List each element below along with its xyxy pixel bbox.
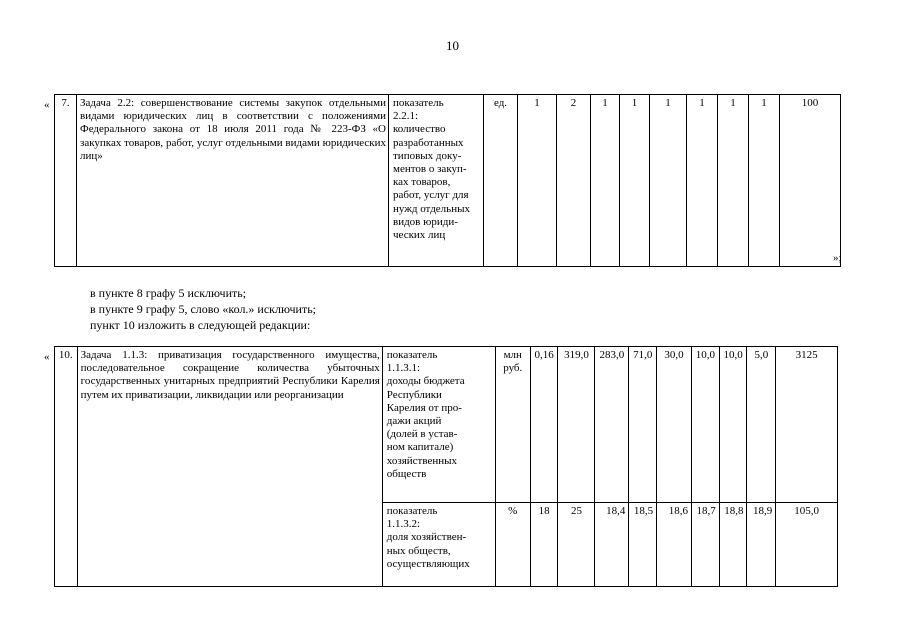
value-cell: 18,4 bbox=[595, 503, 629, 587]
value-cell: 0,16 bbox=[530, 347, 558, 503]
indicator-line: ческих лиц bbox=[393, 229, 446, 242]
unit-cell bbox=[495, 503, 530, 587]
indicator-line: показатель bbox=[386, 349, 438, 361]
value-cell: 1 bbox=[518, 95, 557, 267]
paragraph-item-9: в пункте 9 графу 5, слово «кол.» исключить; bbox=[90, 302, 317, 316]
indicator-line: ных обществ, bbox=[386, 544, 451, 557]
indicator-line: нужд отдельных bbox=[393, 202, 470, 215]
indicator-line: обществ bbox=[386, 467, 427, 480]
unit-line: % bbox=[508, 505, 518, 517]
value-cell: 1 bbox=[718, 95, 749, 267]
indicator-line: типовых доку- bbox=[393, 149, 462, 162]
indicator-line: доходы бюджета bbox=[386, 375, 465, 388]
indicator-line: показатель bbox=[393, 97, 444, 109]
paragraph-item-10: пункт 10 изложить в следующей редакции: bbox=[90, 318, 311, 332]
total-cell: 100 bbox=[780, 95, 841, 267]
value-cell: 1 bbox=[620, 95, 650, 267]
row-number: 10. bbox=[55, 347, 78, 587]
table-task-1-1-3 bbox=[54, 346, 838, 587]
indicator-cell bbox=[382, 347, 495, 503]
indicator-line: работ, услуг для bbox=[393, 189, 469, 202]
indicator-line: Карелия от про- bbox=[386, 401, 462, 414]
task-description: Задача 2.2: совершенствование системы закупок отдельными видами юридических лиц в соответствии с положениями Федерального закона от 18 июля 2011 года № 223-ФЗ «О закупках товаров, работ, услуг отдельными видами юридических лиц» bbox=[77, 95, 389, 267]
unit-cell: ед. bbox=[484, 95, 518, 267]
value-cell: 18 bbox=[530, 503, 558, 587]
indicator-line: ментов о закуп- bbox=[393, 163, 467, 176]
indicator-line: 1.1.3.2: bbox=[386, 518, 421, 531]
value-cell: 319,0 bbox=[558, 347, 595, 503]
indicator-line: количество bbox=[393, 123, 446, 136]
total-cell: 3125 bbox=[776, 347, 838, 503]
value-cell: 18,6 bbox=[657, 503, 692, 587]
value-cell: 2 bbox=[557, 95, 591, 267]
row-number: 7. bbox=[55, 95, 77, 267]
value-cell: 10,0 bbox=[719, 347, 747, 503]
value-cell: 5,0 bbox=[747, 347, 776, 503]
opening-quote: « bbox=[44, 351, 50, 363]
task-description: Задача 1.1.3: приватизация государственного имущества, последовательное сокращение количества убыточных государственных унитарных предприятий Республики Карелия путем их приватизации, ликвидации или реорганизации bbox=[77, 347, 382, 587]
indicator-cell bbox=[389, 95, 484, 267]
indicator-line: доля хозяйствен- bbox=[386, 531, 467, 544]
value-cell: 18,7 bbox=[692, 503, 720, 587]
indicator-line: ном капитале) bbox=[386, 441, 454, 454]
value-cell: 1 bbox=[749, 95, 780, 267]
indicator-line: разработанных bbox=[393, 136, 464, 149]
value-cell: 10,0 bbox=[692, 347, 720, 503]
value-cell: 18,8 bbox=[719, 503, 747, 587]
indicator-line: видов юриди- bbox=[393, 215, 458, 228]
unit-line: руб. bbox=[503, 362, 523, 375]
table-task-2-2 bbox=[54, 94, 841, 267]
indicator-line: 2.2.1: bbox=[393, 110, 419, 123]
value-cell: 1 bbox=[650, 95, 687, 267]
unit-cell bbox=[495, 347, 530, 503]
indicator-cell bbox=[382, 503, 495, 587]
indicator-line: хозяйственных bbox=[386, 454, 458, 467]
value-cell: 25 bbox=[558, 503, 595, 587]
indicator-line: 1.1.3.1: bbox=[386, 362, 421, 375]
unit-line: млн bbox=[503, 349, 522, 361]
value-cell: 18,9 bbox=[747, 503, 776, 587]
table-row bbox=[55, 347, 838, 503]
opening-quote: « bbox=[44, 99, 50, 111]
indicator-line: ках товаров, bbox=[393, 176, 451, 189]
value-cell: 30,0 bbox=[657, 347, 692, 503]
indicator-line: показатель bbox=[386, 505, 438, 517]
value-cell: 1 bbox=[687, 95, 718, 267]
paragraph-item-8: в пункте 8 графу 5 исключить; bbox=[90, 286, 247, 300]
indicator-line: (долей в устав- bbox=[386, 428, 458, 441]
value-cell: 283,0 bbox=[595, 347, 629, 503]
value-cell: 18,5 bbox=[629, 503, 657, 587]
indicator-line: дажи акций bbox=[386, 415, 442, 428]
table-row bbox=[55, 95, 841, 267]
indicator-line: Республики bbox=[386, 388, 442, 401]
value-cell: 1 bbox=[591, 95, 620, 267]
value-cell: 71,0 bbox=[629, 347, 657, 503]
indicator-line: осуществляющих bbox=[386, 557, 470, 570]
page-number: 10 bbox=[446, 38, 459, 53]
closing-quote: »; bbox=[833, 252, 842, 264]
total-cell: 105,0 bbox=[776, 503, 838, 587]
